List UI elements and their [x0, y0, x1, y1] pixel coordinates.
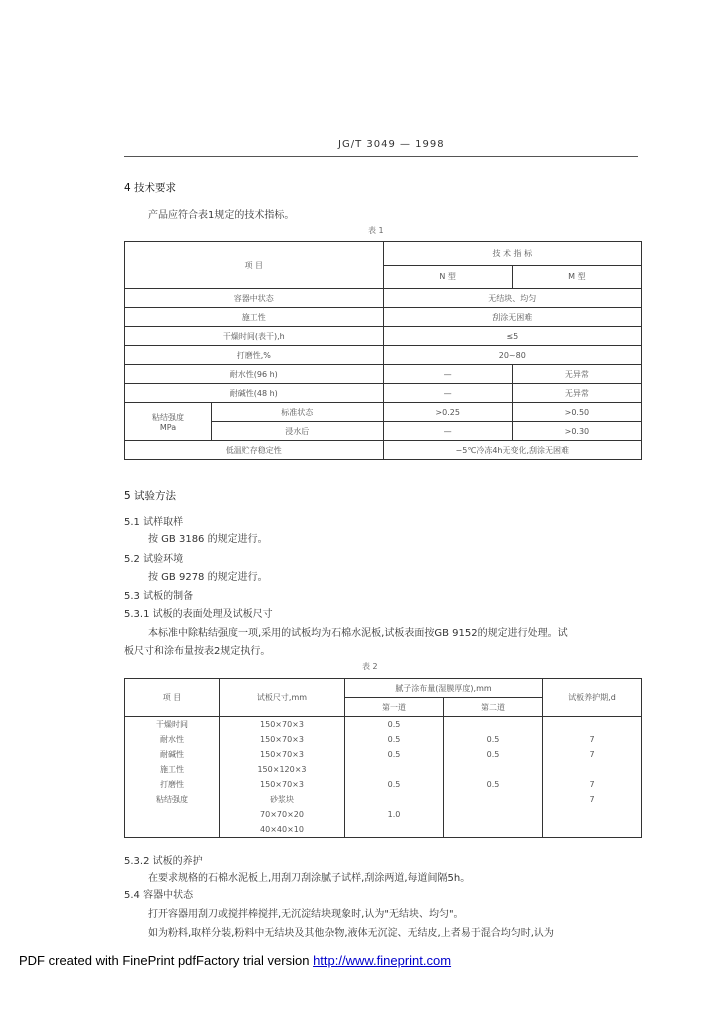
table-1-head-col2: M 型 — [512, 265, 641, 289]
table-2-cell-cure: 7 — [543, 732, 642, 747]
table-2-cell-first: 1.0 — [345, 807, 444, 822]
table-2-cell-size: 150×70×3 — [220, 732, 345, 747]
table-1-item: 打磨性,% — [125, 346, 384, 365]
table-2-cell-cure — [543, 717, 642, 733]
table-2-cell-item: 耐水性 — [125, 732, 220, 747]
table-2-cell-size: 150×70×3 — [220, 717, 345, 733]
table-1-item: 耐水性(96 h) — [125, 365, 384, 384]
table-2-cell-first: 0.5 — [345, 747, 444, 762]
section-5-title: 5 试验方法 — [124, 490, 177, 502]
table-2-cell-first — [345, 762, 444, 777]
table-2-cell-item: 打磨性 — [125, 777, 220, 792]
table-1-value: >0.25 — [383, 403, 512, 422]
table-1-value: — — [383, 365, 512, 384]
table-2-cell-second — [444, 762, 543, 777]
section-5-3-2-text: 在要求规格的石棉水泥板上,用刮刀刮涂腻子试样,刮涂两道,每道间隔5h。 — [148, 873, 471, 884]
table-2-cell-cure: 7 — [543, 747, 642, 762]
table-2-cell-size: 砂浆块 — [220, 792, 345, 807]
table-2-cell-cure: 7 — [543, 792, 642, 807]
table-2-head-cure: 试板养护期,d — [543, 679, 642, 717]
table-2-cell-size: 150×70×3 — [220, 777, 345, 792]
section-5-3-1-text: 本标准中除粘结强度一项,采用的试板均为石棉水泥板,试板表面按GB 9152的规定进行处理。试 — [148, 628, 568, 639]
table-1-value: 20~80 — [383, 346, 641, 365]
section-5-2-text: 按 GB 9278 的规定进行。 — [148, 572, 268, 583]
table-1-bond-sub: 标准状态 — [212, 403, 384, 422]
table-1-caption: 表 1 — [368, 226, 384, 235]
table-1-bond-label: 粘结强度 — [152, 412, 184, 422]
table-2 — [124, 678, 642, 838]
table-1-item: 干燥时间(表干),h — [125, 327, 384, 346]
table-2-head-item: 项 目 — [125, 679, 220, 717]
table-2-cell-first — [345, 822, 444, 838]
table-2-cell-item — [125, 822, 220, 838]
standard-code: JG/T 3049 — 1998 — [338, 139, 445, 150]
table-2-cell-second — [444, 717, 543, 733]
table-1-value: 无异常 — [512, 384, 641, 403]
section-5-3-1-text: 板尺寸和涂布量按表2规定执行。 — [124, 646, 271, 657]
table-1-value: 无结块、均匀 — [383, 289, 641, 308]
table-1-head-col1: N 型 — [383, 265, 512, 289]
table-1-value: ≤5 — [383, 327, 641, 346]
table-1-value: −5℃冷冻4h无变化,刮涂无困难 — [383, 441, 641, 460]
footer-link[interactable]: http://www.fineprint.com — [313, 953, 452, 968]
table-1-item: 低温贮存稳定性 — [125, 441, 384, 460]
section-5-4-text: 如为粉料,取样分装,粉料中无结块及其他杂物,液体无沉淀、无结皮,上者易于混合均匀时,认为 — [148, 928, 554, 939]
table-2-cell-second: 0.5 — [444, 777, 543, 792]
table-1-bond-cell — [125, 403, 212, 441]
section-5-1-text: 按 GB 3186 的规定进行。 — [148, 534, 268, 545]
section-5-4-title: 5.4 容器中状态 — [124, 890, 194, 901]
table-2-cell-cure — [543, 762, 642, 777]
table-2-cell-second — [444, 792, 543, 807]
table-2-caption: 表 2 — [362, 662, 378, 671]
section-5-1-title: 5.1 试样取样 — [124, 517, 184, 528]
table-2-cell-cure: 7 — [543, 777, 642, 792]
table-2-head-coat: 腻子涂布量(湿膜厚度),mm — [345, 679, 543, 698]
table-2-cell-item: 干燥时间 — [125, 717, 220, 733]
table-1-value: >0.50 — [512, 403, 641, 422]
table-1-head-item: 项 目 — [125, 242, 384, 289]
table-2-cell-item: 耐碱性 — [125, 747, 220, 762]
table-2-cell-second — [444, 822, 543, 838]
table-2-cell-second: 0.5 — [444, 747, 543, 762]
table-2-cell-size: 150×120×3 — [220, 762, 345, 777]
table-1 — [124, 241, 642, 460]
table-1-value: >0.30 — [512, 422, 641, 441]
table-2-cell-first: 0.5 — [345, 732, 444, 747]
table-2-cell-cure — [543, 822, 642, 838]
footer-text: PDF created with FinePrint pdfFactory trial version — [19, 953, 314, 968]
section-4-title: 4 技术要求 — [124, 182, 177, 194]
table-2-cell-first — [345, 792, 444, 807]
section-4-paragraph: 产品应符合表1规定的技术指标。 — [148, 210, 295, 221]
table-2-cell-second: 0.5 — [444, 732, 543, 747]
section-5-3-title: 5.3 试板的制备 — [124, 591, 194, 602]
table-1-head-group: 技 术 指 标 — [383, 242, 641, 266]
table-1-bond-sub: 浸水后 — [212, 422, 384, 441]
table-2-head-first: 第一道 — [345, 698, 444, 717]
table-1-item: 耐碱性(48 h) — [125, 384, 384, 403]
table-2-cell-first: 0.5 — [345, 717, 444, 733]
table-1-value: — — [383, 384, 512, 403]
pdf-footer — [19, 953, 451, 968]
table-1-item: 施工性 — [125, 308, 384, 327]
table-1-value: — — [383, 422, 512, 441]
table-1-bond-unit: MPa — [159, 422, 177, 432]
table-2-cell-size: 150×70×3 — [220, 747, 345, 762]
table-2-cell-cure — [543, 807, 642, 822]
table-2-cell-size: 70×70×20 — [220, 807, 345, 822]
table-2-cell-item — [125, 807, 220, 822]
table-2-cell-size: 40×40×10 — [220, 822, 345, 838]
table-1-item: 容器中状态 — [125, 289, 384, 308]
header-rule — [124, 156, 638, 157]
table-1-value: 无异常 — [512, 365, 641, 384]
table-2-cell-item: 粘结强度 — [125, 792, 220, 807]
table-2-head-size: 试板尺寸,mm — [220, 679, 345, 717]
section-5-3-1-title: 5.3.1 试板的表面处理及试板尺寸 — [124, 609, 273, 620]
table-2-head-second: 第二道 — [444, 698, 543, 717]
section-5-2-title: 5.2 试验环境 — [124, 554, 184, 565]
section-5-3-2-title: 5.3.2 试板的养护 — [124, 856, 203, 867]
table-2-cell-item: 施工性 — [125, 762, 220, 777]
table-1-value: 刮涂无困难 — [383, 308, 641, 327]
table-2-cell-second — [444, 807, 543, 822]
table-2-cell-first: 0.5 — [345, 777, 444, 792]
section-5-4-text: 打开容器用刮刀或搅拌棒搅拌,无沉淀结块现象时,认为"无结块、均匀"。 — [148, 909, 464, 920]
